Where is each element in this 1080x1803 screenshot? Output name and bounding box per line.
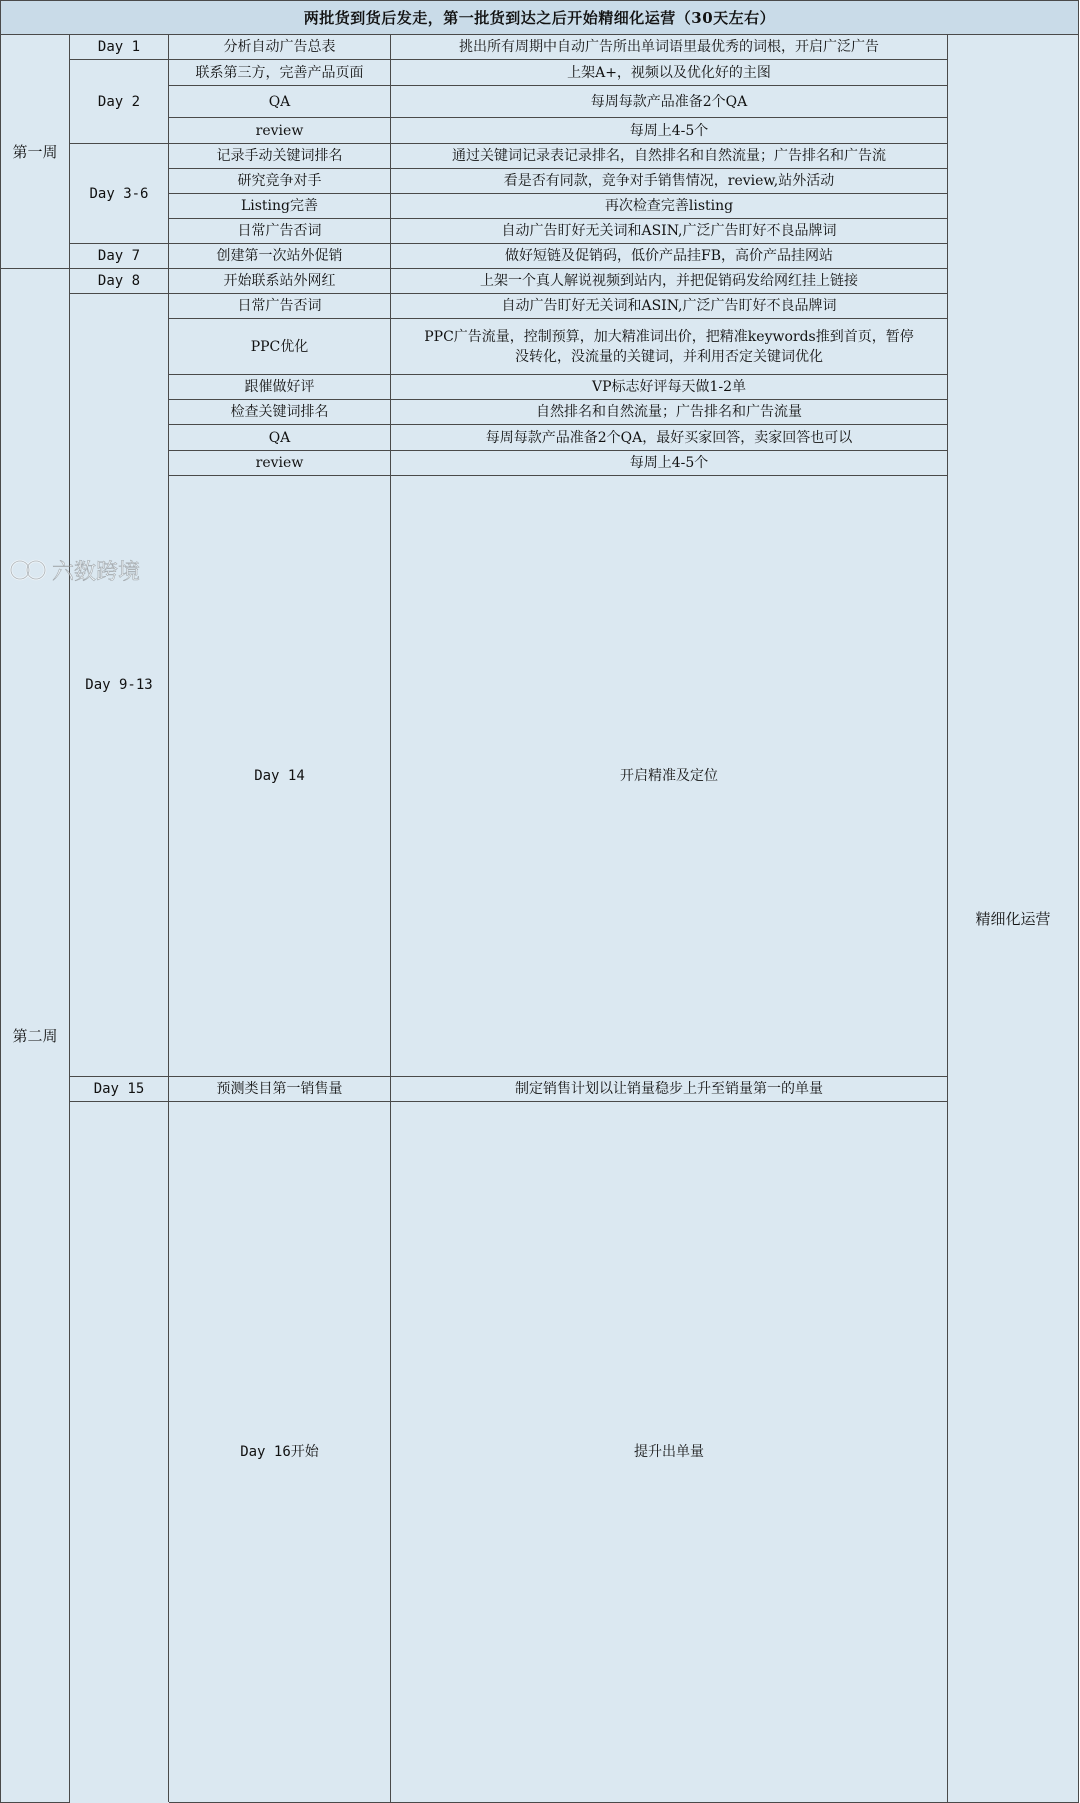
day-label: Day 8 [70, 269, 169, 294]
week-2-label: 第二周 [1, 269, 70, 1803]
detail-cell: 上架一个真人解说视频到站内，并把促销码发给网红挂上链接 [391, 269, 948, 294]
day-label: Day 1 [70, 35, 169, 60]
detail-cell: VP标志好评每天做1-2单 [391, 375, 948, 400]
detail-cell: 看是否有同款，竞争对手销售情况，review,站外活动 [391, 169, 948, 194]
detail-cell: 挑出所有周期中自动广告所出单词语里最优秀的词根，开启广泛广告 [391, 35, 948, 60]
day-label: Day 15 [70, 1077, 169, 1102]
task-cell: Listing完善 [169, 194, 391, 219]
task-cell: 记录手动关键词排名 [169, 144, 391, 169]
phase-label: 精细化运营 [948, 35, 1079, 1803]
detail-cell: 自然排名和自然流量；广告排名和广告流量 [391, 400, 948, 425]
task-cell: 提升出单量 [391, 1102, 948, 1803]
task-cell: review [169, 451, 391, 476]
task-cell: QA [169, 425, 391, 451]
week-1-label: 第一周 [1, 35, 70, 269]
day-label: Day 14 [169, 476, 391, 1077]
detail-cell: 每周每款产品准备2个QA，最好买家回答，卖家回答也可以 [391, 425, 948, 451]
detail-cell: 制定销售计划以让销量稳步上升至销量第一的单量 [391, 1077, 948, 1102]
detail-cell: 自动广告盯好无关词和ASIN,广泛广告盯好不良品牌词 [391, 219, 948, 244]
task-cell: 联系第三方，完善产品页面 [169, 60, 391, 86]
task-cell: 预测类目第一销售量 [169, 1077, 391, 1102]
task-cell: 研究竞争对手 [169, 169, 391, 194]
detail-cell: 做好短链及促销码，低价产品挂FB，高价产品挂网站 [391, 244, 948, 269]
day-label: Day 16开始 [169, 1102, 391, 1803]
day-label: Day 7 [70, 244, 169, 269]
task-cell: QA [169, 86, 391, 118]
task-cell: 分析自动广告总表 [169, 35, 391, 60]
task-cell: 开始联系站外网红 [169, 269, 391, 294]
day-label: Day 2 [70, 60, 169, 144]
day-label: Day 9-13 [70, 294, 169, 1077]
detail-cell: 自动广告盯好无关词和ASIN,广泛广告盯好不良品牌词 [391, 294, 948, 319]
task-cell: 跟催做好评 [169, 375, 391, 400]
task-cell: review [169, 118, 391, 144]
task-cell: PPC优化 [169, 319, 391, 375]
detail-cell: 每周上4-5个 [391, 118, 948, 144]
task-cell: 创建第一次站外促销 [169, 244, 391, 269]
task-cell: 日常广告否词 [169, 294, 391, 319]
detail-cell: PPC广告流量，控制预算，加大精准词出价，把精准keywords推到首页，暂停没转化，没流量的关键词，并利用否定关键词优化 [391, 319, 948, 375]
detail-cell: 再次检查完善listing [391, 194, 948, 219]
watermark-text: 六数跨境 [52, 560, 141, 585]
detail-cell: 上架A+，视频以及优化好的主图 [391, 60, 948, 86]
detail-cell: 每周上4-5个 [391, 451, 948, 476]
blank-cell [70, 1102, 169, 1803]
task-cell: 开启精准及定位 [391, 476, 948, 1077]
task-cell: 检查关键词排名 [169, 400, 391, 425]
detail-cell: 每周每款产品准备2个QA [391, 86, 948, 118]
task-cell: 日常广告否词 [169, 219, 391, 244]
table-title: 两批货到货后发走，第一批货到达之后开始精细化运营（30天左右） [1, 1, 1079, 35]
detail-cell: 通过关键词记录表记录排名，自然排名和自然流量；广告排名和广告流 [391, 144, 948, 169]
day-label: Day 3-6 [70, 144, 169, 244]
